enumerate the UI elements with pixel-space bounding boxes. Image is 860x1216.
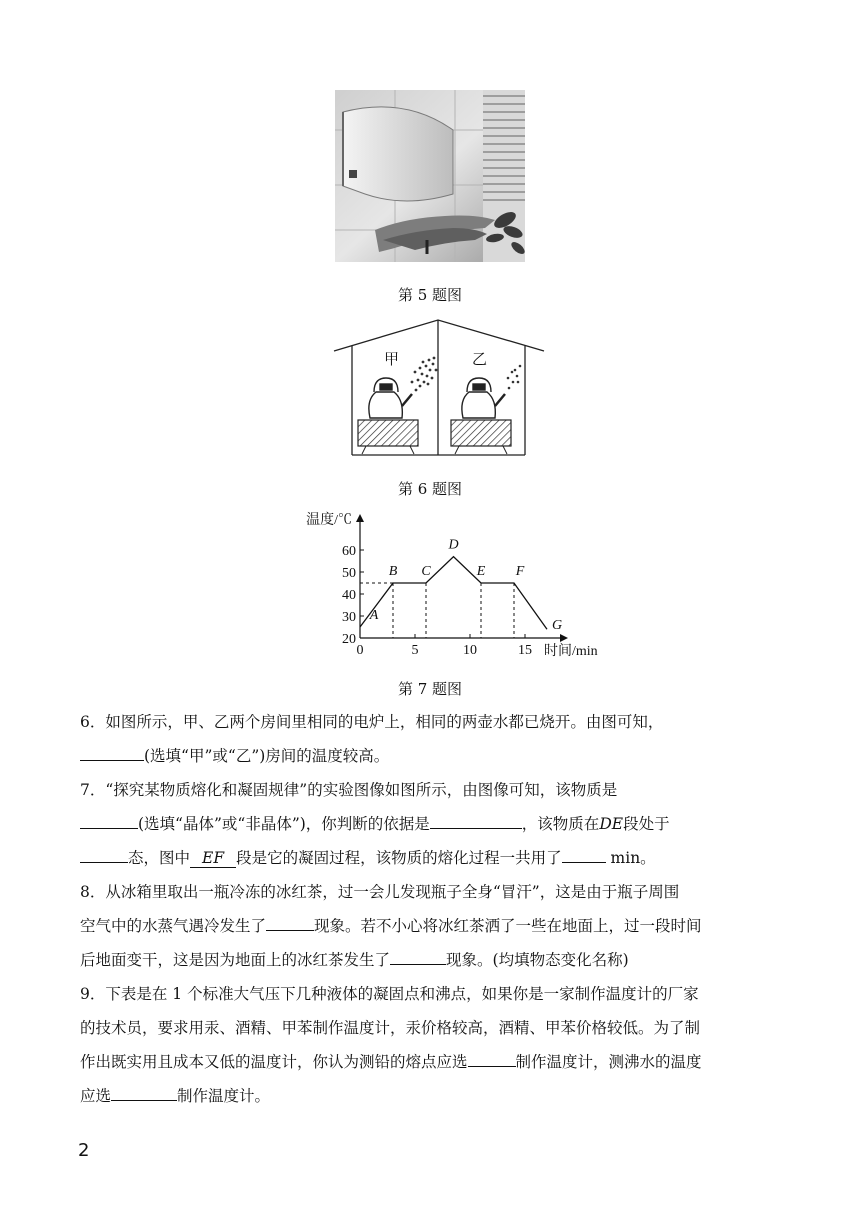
q7-ef-answer: EF [190, 849, 236, 868]
fig7-caption: 第 7 题图 [397, 680, 463, 698]
room-left-label: 甲 [384, 350, 400, 368]
q9-blank2[interactable] [111, 1086, 177, 1101]
x-tick-label-0: 0 [356, 643, 364, 658]
point-label-C: C [421, 564, 431, 579]
q7-blank4[interactable] [562, 848, 606, 863]
y-axis-arrow [356, 514, 364, 522]
point-label-A: A [369, 608, 379, 623]
x-tick-label-15: 15 [518, 643, 532, 658]
page-number: 2 [78, 1140, 90, 1161]
point-label-D: D [448, 537, 459, 553]
q7-line2-c: 段处于 [623, 815, 670, 833]
q7-line2-b: ，该物质在 [521, 815, 600, 833]
point-label-E: E [476, 564, 486, 579]
hand-dryer-photo [335, 90, 525, 262]
fig6-caption: 第 6 题图 [397, 480, 463, 498]
q8-line2-b: 现象。若不小心将冰红茶洒了一些在地面上，过一段时间 [314, 917, 702, 935]
q7-line2-a: (选填“晶体”或“非晶体”)，你判断的依据是 [138, 815, 430, 833]
y-tick-label-50: 50 [342, 566, 356, 581]
y-tick-label-60: 60 [342, 544, 356, 559]
q7-line3-a: 态，图中 [128, 849, 191, 867]
q8-line3 [80, 950, 780, 970]
q7-blank3[interactable] [80, 848, 128, 863]
q7-line1: 7．“探究某物质熔化和凝固规律”的实验图像如图所示，由图像可知，该物质是 [80, 781, 618, 799]
q9-line3-b: 制作温度计，测沸水的温度 [515, 1053, 702, 1071]
q7-line2 [80, 814, 780, 834]
q9-line3 [80, 1052, 780, 1072]
fig5-caption: 第 5 题图 [397, 286, 463, 304]
x-tick-label-5: 5 [411, 643, 419, 658]
q9-line1: 9．下表是在 1 个标准大气压下几种液体的凝固点和沸点，如果你是一家制作温度计的厂家 [80, 985, 699, 1003]
q6-line1: 6．如图所示，甲、乙两个房间里相同的电炉上，相同的两壶水都已烧开。由图可知， [80, 713, 664, 731]
q7-line3-c: min。 [605, 849, 656, 867]
y-tick-label-20: 20 [342, 632, 356, 647]
q7-de-label: DE [599, 815, 624, 833]
q8-line3-a: 后地面变干，这是因为地面上的冰红茶发生了 [80, 951, 391, 969]
q9-line4-a: 应选 [80, 1087, 112, 1105]
q7-blank1[interactable] [80, 814, 138, 829]
x-axis-label: 时间/min [544, 644, 598, 659]
point-label-G: G [551, 618, 563, 634]
q8-blank1[interactable] [266, 916, 314, 931]
y-tick-label-30: 30 [342, 610, 356, 625]
q8-line1: 8．从冰箱里取出一瓶冷冻的冰红茶，过一会儿发现瓶子全身“冒汗”，这是由于瓶子周围 [80, 883, 680, 901]
point-label-B: B [388, 564, 398, 579]
room-right-label: 乙 [472, 350, 488, 368]
q7-blank2[interactable] [430, 814, 522, 829]
q9-line4 [80, 1086, 780, 1106]
q8-line3-b: 现象。(均填物态变化名称) [446, 951, 629, 969]
q9-line3-a: 作出既实用且成本又低的温度计，你认为测铅的熔点应选 [80, 1053, 468, 1071]
y-axis-label: 温度/℃ [306, 513, 352, 528]
q9-line2: 的技术员，要求用汞、酒精、甲苯制作温度计，汞价格较高，酒精、甲苯价格较低。为了制 [80, 1019, 701, 1037]
q8-blank2[interactable] [390, 950, 446, 965]
melting-chart [298, 510, 598, 670]
q8-line2 [80, 916, 780, 936]
x-axis-arrow [560, 634, 568, 642]
q9-blank1[interactable] [468, 1052, 516, 1067]
y-tick-label-40: 40 [342, 588, 356, 603]
two-rooms-figure [332, 318, 546, 458]
q6-line2-text: (选填“甲”或“乙”)房间的温度较高。 [144, 747, 390, 765]
point-label-F: F [515, 564, 525, 579]
x-tick-label-10: 10 [463, 643, 477, 658]
q6-blank[interactable] [80, 746, 144, 761]
q8-line2-a: 空气中的水蒸气遇冷发生了 [80, 917, 267, 935]
q7-line3-b: 段是它的凝固过程，该物质的熔化过程一共用了 [236, 849, 562, 867]
q7-line3 [80, 848, 780, 868]
q6-line2 [80, 746, 780, 766]
q9-line4-b: 制作温度计。 [177, 1087, 271, 1105]
